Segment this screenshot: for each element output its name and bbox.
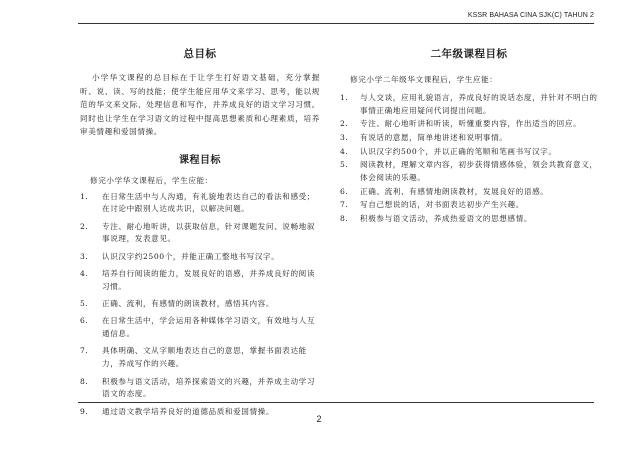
course-objective-intro: 修完小学华文课程后，学生应能： bbox=[90, 175, 213, 185]
list-item-text: 专注、耐心地听讲和听读，听懂重要内容，作出适当的回应。 bbox=[360, 119, 582, 129]
general-objective-paragraph: 小学华文课程的总目标在于让学生打好语文基础，充分掌握听、说、读、写的技能；使学生能应用华文来学习、思考，能以规范的华文来交际、处理信息和写作，并养成良好的语文学习习惯。同时也让学生在学习语文的过程中提高思想素质和心理素质，培养审美情趣和爱国情操。 bbox=[80, 73, 320, 136]
list-item-number: 7. bbox=[80, 346, 89, 356]
footer-rule bbox=[78, 402, 594, 403]
list-item-text: 阅读教材，理解文章内容，初步获得情感体验，领会共教育意义，体会阅读的乐趣。 bbox=[360, 160, 598, 182]
list-item-text: 在日常生活中与人沟通，有礼貌地表达自己的看法和感受；在讨论中跟别人达成共识，以解决问题。 bbox=[102, 191, 316, 214]
list-item-number: 3. bbox=[340, 132, 349, 142]
list-item-number: 3. bbox=[80, 251, 89, 261]
list-item-number: 1. bbox=[340, 93, 349, 102]
list-item bbox=[340, 146, 598, 159]
list-item bbox=[80, 191, 320, 217]
list-item-text: 正确、流利、有感情地朗读教材，发展良好的语感。 bbox=[360, 186, 549, 196]
list-item-text: 通过语文教学培养良好的道德品质和爱国情操。 bbox=[102, 406, 275, 416]
grade-two-objective-title: 二年级课程目标 bbox=[430, 48, 508, 60]
general-objective-title: 总目标 bbox=[183, 48, 217, 60]
right-column bbox=[340, 46, 598, 226]
list-item bbox=[340, 132, 598, 145]
list-item-number: 9. bbox=[80, 406, 89, 416]
list-item bbox=[340, 92, 598, 118]
course-objective-list bbox=[80, 191, 320, 419]
list-item-text: 写自己想说的话，对书面表达初步产生兴趣。 bbox=[360, 200, 524, 210]
left-column bbox=[80, 46, 320, 423]
list-item-number: 6. bbox=[340, 186, 349, 196]
list-item-number: 4. bbox=[80, 268, 89, 278]
course-objective-title: 课程目标 bbox=[179, 154, 221, 166]
grade-two-objective-intro: 修完小学二年级华文课程后，学生应能： bbox=[350, 75, 498, 84]
list-item-number: 1. bbox=[80, 191, 89, 201]
list-item bbox=[80, 221, 320, 247]
list-item-text: 具体明确、文从字顺地表达自己的意思，掌握书面表达能力，养成写作的兴趣。 bbox=[102, 346, 307, 369]
list-item-text: 正确、流利，有感情的朗读教材，感悟其内容。 bbox=[102, 299, 275, 309]
list-item-number: 2. bbox=[340, 119, 349, 129]
list-item-number: 5. bbox=[340, 160, 349, 170]
list-item bbox=[340, 213, 598, 226]
list-item bbox=[80, 298, 320, 311]
list-item bbox=[80, 315, 320, 341]
list-item-number: 5. bbox=[80, 299, 89, 309]
list-item bbox=[80, 345, 320, 371]
list-item-text: 积极参与语文活动，养成热爱语文的思想感情。 bbox=[360, 213, 533, 223]
list-item bbox=[340, 118, 598, 131]
running-header: KSSR BAHASA CINA SJK(C) TAHUN 2 bbox=[467, 12, 594, 19]
list-item bbox=[340, 159, 598, 185]
list-item-text: 专注、耐心地听讲，以获取信息，针对课题发问、说畅地叙事说理，发表意见。 bbox=[102, 221, 316, 244]
list-item bbox=[340, 199, 598, 212]
list-item-text: 培养自行阅读的能力，发展良好的语感，并养成良好的阅读习惯。 bbox=[102, 268, 316, 291]
page-number: 2 bbox=[316, 414, 322, 424]
header-rule bbox=[78, 23, 594, 24]
list-item-text: 认识汉字约2500个，并能正确工整地书写汉字。 bbox=[102, 251, 280, 261]
list-item-number: 2. bbox=[80, 221, 89, 231]
list-item-number: 8. bbox=[340, 213, 349, 223]
list-item bbox=[340, 186, 598, 199]
list-item-number: 8. bbox=[80, 376, 89, 386]
list-item-number: 6. bbox=[80, 316, 89, 326]
list-item-number: 4. bbox=[340, 146, 349, 156]
list-item-text: 有说话的意愿，简单地讲述和说明事情。 bbox=[360, 132, 508, 142]
list-item-text: 认识汉字约500个，并以正确的笔顺和笔画书写汉字。 bbox=[360, 146, 557, 156]
grade-two-objective-list bbox=[340, 92, 598, 226]
list-item-text: 在日常生活中，学会运用各种媒体学习语文，有效地与人互通信息。 bbox=[102, 316, 316, 339]
list-item bbox=[80, 268, 320, 294]
list-item bbox=[80, 376, 320, 402]
list-item-number: 7. bbox=[340, 200, 349, 210]
list-item bbox=[80, 251, 320, 264]
list-item-text: 与人交谈，应用礼貌语言，养成良好的说话态度，并针对不明白的事情正确地应用疑问代词提出问题。 bbox=[360, 93, 598, 115]
list-item-text: 积极参与语文活动，培养探索语文的兴趣，并养成主动学习语文的态度。 bbox=[102, 376, 316, 399]
